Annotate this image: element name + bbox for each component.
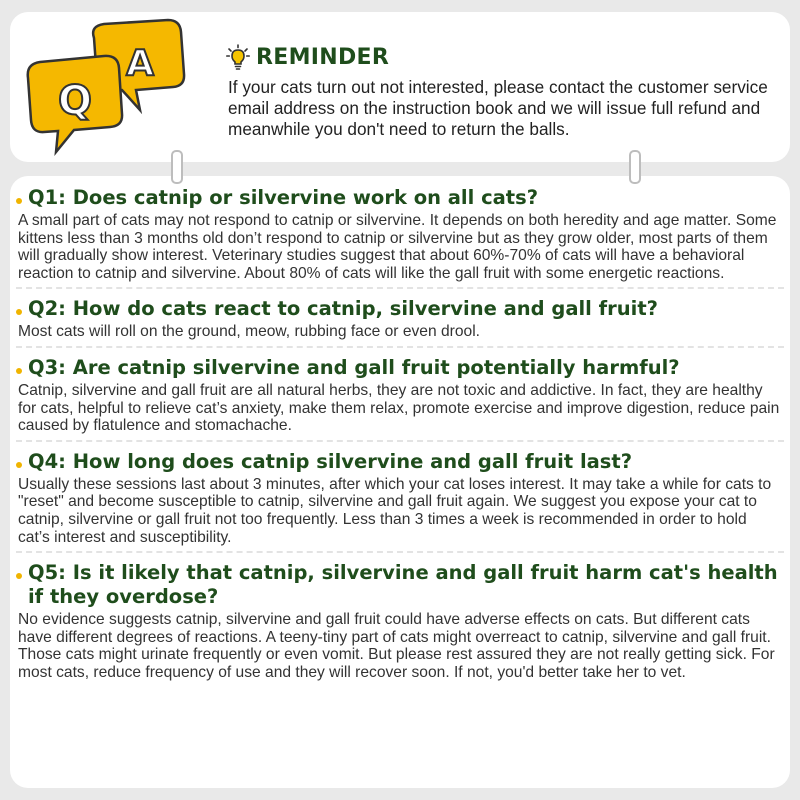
q-letter: Q	[57, 78, 93, 124]
faq-question: Q3: Are catnip silvervine and gall fruit potentially harmful?	[28, 355, 680, 379]
faq-list	[16, 186, 784, 695]
faq-answer: A small part of cats may not respond to catnip or silvervine. It depends on both heredity and age matter. Some kittens less than 3 months old don’t respond to catnip or silvervine but as they grow older, most parts of them will gradually show interest. Veterinary studies suggest that about 60%-70% of cats will have a behavioral reaction to catnip and silvervine. About 80% of cats will like the gall fruit with some energetic reactions.	[18, 212, 777, 282]
reminder-header	[226, 40, 389, 74]
faq-item-1	[16, 186, 784, 289]
bullet-dot-icon	[16, 198, 22, 204]
lightbulb-icon	[226, 44, 250, 70]
bullet-dot-icon	[16, 309, 22, 315]
faq-item-4	[16, 450, 784, 553]
a-letter: A	[126, 43, 154, 84]
faq-answer: Most cats will roll on the ground, meow, rubbing face or even drool.	[18, 323, 480, 341]
faq-item-3	[16, 356, 784, 442]
reminder-text: If your cats turn out not interested, please contact the customer service email address on the instruction book and we will issue full refund and meanwhile you don't need to return the balls.	[228, 77, 768, 139]
bullet-dot-icon	[16, 573, 22, 579]
bullet-dot-icon	[16, 462, 22, 468]
faq-answer: No evidence suggests catnip, silvervine and gall fruit could have adverse effects on cats. But different cats have different degrees of reactions. A teeny-tiny part of cats might overreact to catnip, silvervine and gall fruit. Those cats might urinate frequently or even vomit. But please rest assured they are not really getting sick. For most cats, reduce frequency of use and they will recover soon. If not, you'd better take her to vet.	[18, 611, 775, 681]
faq-question: Q1: Does catnip or silvervine work on all cats?	[28, 186, 539, 209]
faq-question: Q5: Is it likely that catnip, silvervine and gall fruit harm cat's health if they overdose?	[28, 561, 778, 609]
faq-answer: Usually these sessions last about 3 minutes, after which your cat loses interest. It may take a while for cats to "reset" and become susceptible to catnip, silvervine and gall fruit again. We suggest you expose your cat to catnip, silvervine or gall fruit not too frequently. Less than 3 times a week is recommended in order to hold cat’s interest and susceptibility.	[18, 475, 772, 546]
binder-clip-right	[629, 150, 641, 184]
faq-question: Q4: How long does catnip silvervine and gall fruit last?	[28, 449, 633, 473]
qa-bubbles-logo	[18, 18, 194, 160]
faq-item-2	[16, 297, 784, 348]
bullet-dot-icon	[16, 368, 22, 374]
faq-item-5	[16, 561, 784, 686]
faq-answer: Catnip, silvervine and gall fruit are all natural herbs, they are not toxic and addictive. In fact, they are healthy for cats, helpful to relieve cat’s anxiety, make them relax, promote exercise and improve digestion, reduce pain caused by flatulence and stomachache.	[18, 381, 780, 435]
reminder-title: REMINDER	[256, 44, 390, 70]
faq-question: Q2: How do cats react to catnip, silvervine and gall fruit?	[28, 297, 658, 321]
